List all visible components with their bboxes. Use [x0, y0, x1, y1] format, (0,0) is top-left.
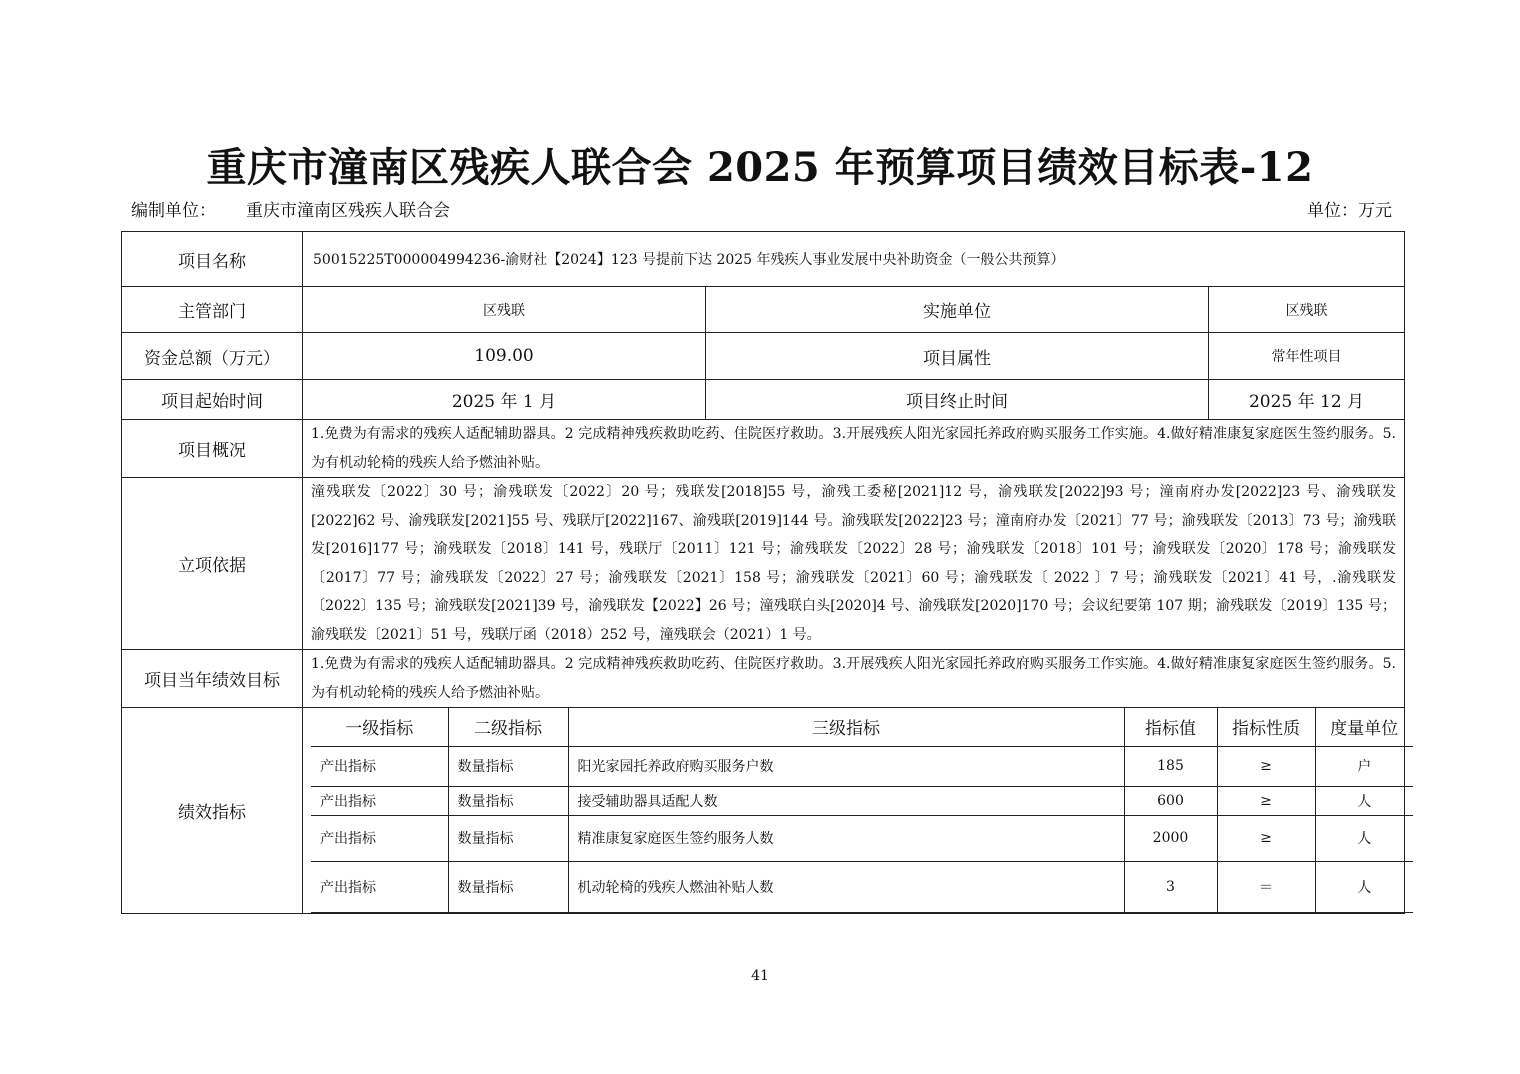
attr-value: 常年性项目: [1209, 333, 1405, 380]
compile-unit-org: 重庆市潼南区残疾人联合会: [246, 201, 450, 221]
impl-value: 区残联: [1209, 287, 1405, 333]
indicator-level2: 数量指标: [448, 746, 568, 786]
end-value: 2025 年 12 月: [1209, 380, 1405, 420]
indicator-level1: 产出指标: [311, 815, 448, 861]
goal-value: 1.免费为有需求的残疾人适配辅助器具。2 完成精神残疾救助吃药、住院医疗救助。3.开展残疾人阳光家园托养政府购买服务工作实施。4.做好精准康复家庭医生签约服务。5.为有机动轮椅的残疾人给予燃油补贴。: [303, 650, 1405, 708]
indicator-row: [311, 746, 1413, 786]
indicator-unit: 人: [1315, 861, 1413, 912]
basis-label: 立项依据: [122, 478, 303, 650]
compile-unit: [131, 196, 450, 221]
project-name-value: 50015225T000004994236-渝财社【2024】123 号提前下达 2025 年残疾人事业发展中央补助资金（一般公共预算）: [303, 232, 1405, 287]
indicator-level3: 精准康复家庭医生签约服务人数: [568, 815, 1124, 861]
start-label: 项目起始时间: [122, 380, 303, 420]
indicators-cell: [303, 708, 1405, 914]
project-name-row: [122, 232, 1405, 287]
goal-label: 项目当年绩效目标: [122, 650, 303, 708]
indicator-nature: ≥: [1217, 746, 1315, 786]
indicator-value: 3: [1124, 861, 1217, 912]
header-level2: 二级指标: [448, 708, 568, 746]
indicator-level2: 数量指标: [448, 861, 568, 912]
overview-row: [122, 420, 1405, 478]
basis-row: [122, 478, 1405, 650]
indicator-nature: ＝: [1217, 861, 1315, 912]
indicator-unit: 人: [1315, 786, 1413, 815]
basis-value: 潼残联发〔2022〕30 号；渝残联发〔2022〕20 号；残联发[2018]55 号，渝残工委秘[2021]12 号，渝残联发[2022]93 号；潼南府办发[2022]23 号、渝残联发[2022]62 号、渝残联发[2021]55 号、残联厅[2022]167、渝残联[2019]144 号。渝残联发[2022]23 号；潼南府办发〔2021〕77 号；渝残联发〔2013〕73 号；渝残联发[2016]177 号；渝残联发〔2018〕141 号，残联厅〔2011〕121 号；渝残联发〔2022〕28 号；渝残联发〔2018〕101 号；渝残联发〔2020〕178 号；渝残联发〔2017〕77 号；渝残联发〔2022〕27 号；渝残联发〔2021〕158 号；渝残联发〔2021〕60 号；渝残联发〔 2022 〕7 号；渝残联发〔2021〕41 号，.渝残联发〔2022〕135 号；渝残联发[2021]39 号，渝残联发【2022】26 号；潼残联白头[2020]4 号、渝残联发[2020]170 号；会议纪要第 107 期；渝残联发〔2019〕135 号；渝残联发〔2021〕51 号，残联厅函（2018）252 号，潼残联会（2021）1 号。: [303, 478, 1405, 650]
indicator-level1: 产出指标: [311, 786, 448, 815]
overview-label: 项目概况: [122, 420, 303, 478]
indicator-row: [311, 786, 1413, 815]
header-level3: 三级指标: [568, 708, 1124, 746]
header-level1: 一级指标: [311, 708, 448, 746]
attr-label: 项目属性: [706, 333, 1209, 380]
performance-row: [122, 708, 1405, 914]
page-number: 41: [751, 968, 769, 984]
indicator-value: 600: [1124, 786, 1217, 815]
fund-label: 资金总额（万元）: [122, 333, 303, 380]
start-value: 2025 年 1 月: [303, 380, 706, 420]
fund-row: [122, 333, 1405, 380]
indicator-level3: 接受辅助器具适配人数: [568, 786, 1124, 815]
indicator-level2: 数量指标: [448, 815, 568, 861]
overview-value: 1.免费为有需求的残疾人适配辅助器具。2 完成精神残疾救助吃药、住院医疗救助。3.开展残疾人阳光家园托养政府购买服务工作实施。4.做好精准康复家庭医生签约服务。5.为有机动轮椅的残疾人给予燃油补贴。: [303, 420, 1405, 478]
end-label: 项目终止时间: [706, 380, 1209, 420]
indicator-level3: 阳光家园托养政府购买服务户数: [568, 746, 1124, 786]
header-nature: 指标性质: [1217, 708, 1315, 746]
fund-value: 109.00: [303, 333, 706, 380]
dept-row: [122, 287, 1405, 333]
indicator-level2: 数量指标: [448, 786, 568, 815]
indicator-level3: 机动轮椅的残疾人燃油补贴人数: [568, 861, 1124, 912]
time-row: [122, 380, 1405, 420]
indicators-header-row: [311, 708, 1413, 746]
indicator-nature: ≥: [1217, 815, 1315, 861]
goal-row: [122, 650, 1405, 708]
indicator-unit: 人: [1315, 815, 1413, 861]
currency-unit: 单位：万元: [1307, 201, 1392, 221]
indicator-unit: 户: [1315, 746, 1413, 786]
indicators-table: [311, 708, 1413, 913]
page-title: 重庆市潼南区残疾人联合会 2025 年预算项目绩效目标表-12: [206, 144, 1314, 191]
dept-value: 区残联: [303, 287, 706, 333]
dept-label: 主管部门: [122, 287, 303, 333]
header-unit: 度量单位: [1315, 708, 1413, 746]
compile-unit-label: 编制单位：: [131, 201, 216, 221]
project-name-label: 项目名称: [122, 232, 303, 287]
indicator-value: 185: [1124, 746, 1217, 786]
indicator-row: [311, 861, 1413, 912]
indicator-level1: 产出指标: [311, 861, 448, 912]
indicator-nature: ≥: [1217, 786, 1315, 815]
indicator-row: [311, 815, 1413, 861]
performance-label: 绩效指标: [122, 708, 303, 914]
performance-target-table: [121, 231, 1405, 914]
indicator-level1: 产出指标: [311, 746, 448, 786]
header-value: 指标值: [1124, 708, 1217, 746]
impl-label: 实施单位: [706, 287, 1209, 333]
indicator-value: 2000: [1124, 815, 1217, 861]
